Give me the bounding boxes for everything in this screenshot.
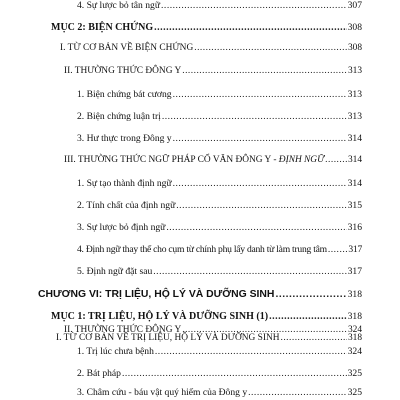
toc-leader-dots — [325, 155, 347, 165]
toc-leader-dots — [161, 0, 347, 11]
toc-entry[interactable] — [77, 368, 362, 379]
toc-entry-text: 2. Tính chất của định ngữ — [77, 200, 176, 211]
toc-entry-text: 4. Sự lược bỏ tân ngữ — [77, 0, 161, 11]
toc-leader-dots — [194, 43, 347, 53]
toc-entry[interactable] — [77, 89, 362, 100]
toc-entry[interactable] — [77, 244, 362, 255]
toc-entry[interactable] — [77, 200, 362, 211]
toc-entry[interactable] — [64, 66, 362, 76]
toc-page-number: 313 — [347, 111, 362, 122]
toc-page-number: 324 — [347, 346, 362, 357]
toc-page-number: 325 — [347, 387, 362, 398]
toc-entry-text: 1. Trị lúc chưa bệnh — [77, 346, 154, 357]
toc-leader-dots — [162, 111, 347, 122]
toc-entry-text: MỤC 1: TRỊ LIỆU, HỘ LÝ VÀ DƯỠNG SINH (1) — [51, 311, 269, 322]
toc-entry[interactable] — [77, 266, 362, 277]
toc-entry-text: 2. Bát pháp — [77, 368, 121, 379]
toc-entry[interactable] — [77, 133, 362, 144]
toc-entry-text: 3. Hư thực trong Đông y — [77, 133, 172, 144]
toc-entry[interactable] — [77, 111, 362, 122]
toc-entry-text: 3. Sự lược bỏ định ngữ — [77, 222, 166, 233]
toc-page-number: 318 — [347, 289, 362, 300]
toc-page-number: 315 — [347, 200, 362, 211]
toc-page-number: 307 — [347, 0, 362, 11]
toc-leader-dots — [173, 89, 347, 100]
toc-entry-text: II. THƯỜNG THỨC ĐÔNG Y — [64, 325, 182, 335]
toc-page-number: 308 — [347, 43, 362, 53]
toc-page-number: 308 — [347, 22, 362, 33]
toc-leader-dots — [275, 289, 346, 300]
toc-page-number: 314 — [347, 178, 362, 189]
toc-leader-dots — [154, 22, 346, 33]
toc-leader-dots — [182, 66, 347, 76]
toc-page-number: 313 — [347, 89, 362, 100]
toc-page-number: 318 — [347, 311, 362, 322]
toc-entry-text: 2. Biện chứng luận trị — [77, 111, 161, 122]
toc-entry[interactable] — [77, 178, 362, 189]
toc-entry[interactable] — [38, 289, 362, 300]
toc-entry-text: 4. Định ngữ thay thế cho cụm từ chính phụ lấy danh từ làm trung tâm — [77, 244, 327, 255]
toc-entry-text: I. TỪ CƠ BẢN VỀ TRỊ LIỆU, HỘ LÝ VÀ DƯỠNG SINH — [56, 333, 280, 343]
toc-entry-italic-text: ĐỊNH NGỮ — [278, 155, 325, 165]
toc-entry-text: CHƯƠNG VI: TRỊ LIỆU, HỘ LÝ VÀ DƯỠNG SINH — [38, 289, 275, 300]
toc-leader-dots — [166, 222, 346, 233]
toc-leader-dots — [176, 200, 346, 211]
toc-page-number: 317 — [347, 266, 362, 277]
toc-entry-text: 1. Sự tạo thành định ngữ — [77, 178, 172, 189]
toc-page-number: 314 — [347, 155, 362, 165]
toc-page-number: 325 — [347, 368, 362, 379]
toc-leader-dots — [173, 133, 347, 144]
toc-entry[interactable] — [51, 22, 362, 33]
toc-leader-dots — [173, 178, 347, 189]
toc-page-number: 316 — [347, 222, 362, 233]
toc-entry-text: II. THƯỜNG THỨC ĐÔNG Y — [64, 66, 182, 76]
toc-entry-text: 3. Châm cứu - báu vật quý hiếm của Đông y — [77, 387, 248, 398]
toc-entry[interactable] — [77, 346, 362, 357]
toc-leader-dots — [122, 368, 347, 379]
toc-entry[interactable] — [77, 0, 362, 11]
toc-entry-text: I. TỪ CƠ BẢN VỀ BIỆN CHỨNG — [60, 43, 194, 53]
toc-page-number: 324 — [347, 325, 362, 335]
toc-leader-dots — [182, 325, 347, 335]
toc-entry[interactable] — [77, 222, 362, 233]
toc-entry[interactable] — [51, 311, 362, 322]
toc-page-number: 314 — [347, 133, 362, 144]
toc-entry-text: 1. Biện chứng bát cương — [77, 89, 172, 100]
toc-entry[interactable] — [64, 155, 362, 165]
toc-entry[interactable] — [64, 325, 362, 335]
toc-entry-text: 5. Định ngữ đặt sau — [77, 266, 153, 277]
toc-leader-dots — [328, 244, 348, 255]
toc-page-number: 318 — [347, 333, 362, 343]
toc-leader-dots — [155, 346, 347, 357]
toc-leader-dots — [153, 266, 346, 277]
toc-entry-text: III. THƯỜNG THỨC NGỮ PHÁP CỔ VĂN ĐÔNG Y - ĐỊNH NGỮ — [64, 155, 325, 165]
toc-entry-text: MỤC 2: BIỆN CHỨNG — [51, 22, 154, 33]
toc-leader-dots — [248, 387, 346, 398]
toc-entry[interactable] — [60, 43, 362, 53]
toc-entry[interactable] — [77, 387, 362, 399]
toc-page-number: 317 — [348, 244, 362, 255]
toc-page-number: 313 — [347, 66, 362, 76]
toc-leader-dots — [269, 311, 347, 322]
